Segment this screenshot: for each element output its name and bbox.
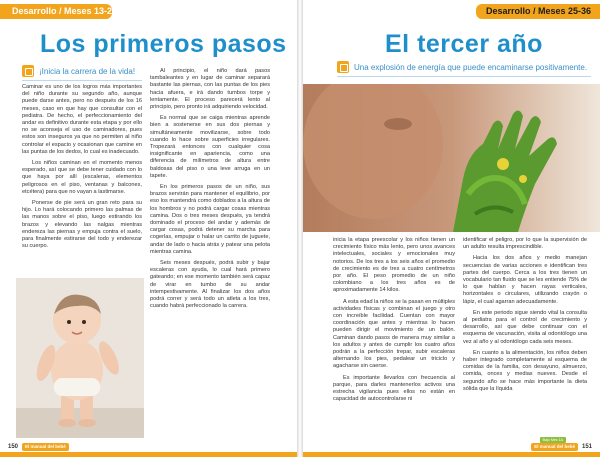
subtitle-left xyxy=(22,65,135,77)
subtitle-right xyxy=(337,61,587,73)
footer-strip xyxy=(303,452,600,457)
paragraph: Hacia los dos años y medio manejan secuencias de varias acciones e identifican tres partes del cuerpo. Cerca a los tres tienen un vocabulario tan fluido que se les entiende 75% de lo que hablan y hacen rayas verticales, horizontales o circulares, utilizando crayón o lápiz, el cual agarran adecuadamente. xyxy=(463,255,587,305)
left-page xyxy=(0,0,297,457)
child-painting-photo xyxy=(303,84,600,232)
text-column-2 xyxy=(463,237,587,397)
publication-logo: El manual del bebé xyxy=(531,443,578,451)
section-header-right xyxy=(476,4,600,19)
paragraph: Ponerse de pie será un gran reto para su hijo. Lo hará colocando primero las palmas de las manos sobre el piso, luego estirando los brazos y elevando las nalgas mientras endereza las piernas y empuja contra el suelo, para finalmente estirarse del todo y enderezar su cuerpo. xyxy=(22,200,142,250)
footer-right xyxy=(531,443,592,451)
footer-strip xyxy=(0,452,297,457)
subtitle-text: ¡Inicia la carrera de la vida! xyxy=(39,66,136,76)
page-title-right: El tercer año xyxy=(385,30,543,58)
paragraph: identificar el peligro, por lo que la supervisión de un adulto resulta imprescindible. xyxy=(463,237,587,251)
divider xyxy=(22,80,142,81)
page-number: 151 xyxy=(581,444,592,450)
paragraph: Los niños caminan en el momento menos esperado, así que se debe tener cuidado con lo que haya por allí (escaleras, elementos peligrosos en el piso, ventanas y balcones, etcétera) para que no vayan a lastimarse. xyxy=(22,160,142,195)
paragraph: En los primeros pasos de un niño, sus brazos servirán para mantener el equilibrio, por eso los mantendrá como doblados a la altura de los hombros y no podrá cargar cosas mientras camina. Dos o tres meses después, ya tendrá dominado el proceso del andar y además de cargar cosas, podrá detener su marcha para cogerlas, empujar o halar un carrito de juguete, andar de lado o hacia atrás y patear una pelota mientras camina. xyxy=(150,184,270,255)
book-icon xyxy=(337,61,349,73)
page-number: 150 xyxy=(8,444,19,450)
text-column-1 xyxy=(22,84,142,254)
footer-tag: Bajo Mes 1A xyxy=(540,437,566,443)
section-header-label: Desarrollo / Meses 25-36 xyxy=(486,6,592,16)
paragraph: Es importante llevarlos con frecuencia al parque, para darles mantenerlos activos una estrecha vigilancia pues ellos no están en capacidad de autocontrolarse ni xyxy=(333,374,455,403)
book-icon xyxy=(22,65,34,77)
paragraph: En este periodo sigue siendo vital la consulta al pediatra para el control de crecimiento y desarrollo, así que debe continuar con el esquema de vacunación, visita al odontólogo una vez al año y al odontólogo cada seis meses. xyxy=(463,309,587,345)
paragraph: Al principio, el niño dará pasos tambaleantes y en lugar de caminar separará bastante las piernas, con las puntas de los pies hacia afuera, e irá dando tumbos torpe y lentamente. El proceso parecerá lento al principio, pero pronto irá adquiriendo velocidad. xyxy=(150,68,270,111)
right-page xyxy=(303,0,600,457)
paragraph: Seis meses después, podrá subir y bajar escaleras con ayuda, lo cual hará primero gateando; en ese momento también será capaz de virar en tumbo de su andar intempestivamente. Al finalizar los dos años podrá correr y será todo un atleta a los tres, cuando habrá perfeccionado la carrera. xyxy=(150,260,270,310)
publication-logo: El manual del bebé xyxy=(22,443,69,451)
baby-standing-photo xyxy=(16,278,144,438)
text-column-1 xyxy=(333,237,455,407)
paragraph: Es normal que se caiga mientras aprende bien a sostenerse en sus dos piernas y simultáneamente movilizarse, sobre todo cuando lo hace sobre superficies irregulares. Tropezará entonces con cualquier cosa insignificante en apariencia, como una diferencia de milímetros de altura entre baldosas del piso o una leve arruga en un tapete. xyxy=(150,115,270,179)
paragraph: En cuanto a la alimentación, los niños deben haber integrado completamente al esquema de comidas de la familia, con desayuno, almuerzo, comida, onces y medias nueves. Desde el segundo año se hace más importante la dieta sólida que la líquida xyxy=(463,349,587,392)
section-header-left xyxy=(0,4,118,19)
divider xyxy=(337,76,591,77)
paragraph: inicia la etapa preescolar y los niños tienen un crecimiento físico más lento, pero unos avances intelectuales, sociales y emocionales muy notorios. De los tres a los seis años el promedio de crecimiento es de tres a cuatro centímetros por año. El peso promedio de un niño colombiano a los tres años es de aproximadamente 14 kilos. xyxy=(333,237,455,294)
subtitle-text: Una explosión de energía que puede encaminarse positivamente. xyxy=(354,62,588,72)
text-column-2 xyxy=(150,68,270,315)
paragraph: Caminar es uno de los logros más importantes del niño durante su segundo año, aunque puede darse antes, pero no después de los 16 meses, caso en que hay que consultar con el pediatra. De hecho, el perfeccionamiento del andar es definitivo durante esta etapa y por ello no se aconseja el uso de caminadores, pues estos son inseguros ya que no permiten al niño controlar el espacio y ocasionan que camine en las puntas de los dedos, lo cual es inadecuado. xyxy=(22,84,142,155)
page-title-left: Los primeros pasos xyxy=(40,30,287,58)
paragraph: A esta edad la niños se la pasan en múltiples actividades físicas y combinan el juego y otro con increíble facilidad. Cuentan con mayor coordinación que antes y mientras lo hacen pueden dirigir el movimiento de un balón. Caminan dando pasos de manera muy similar a los adultos y antes de cumplir los cuatro años podrán a la perfección trepar, subir escaleras alternando los pies, pedalear un triciclo y agacharse sin caerse. xyxy=(333,298,455,370)
section-header-label: Desarrollo / Meses 13-24 xyxy=(12,6,118,16)
footer-left xyxy=(8,443,69,451)
